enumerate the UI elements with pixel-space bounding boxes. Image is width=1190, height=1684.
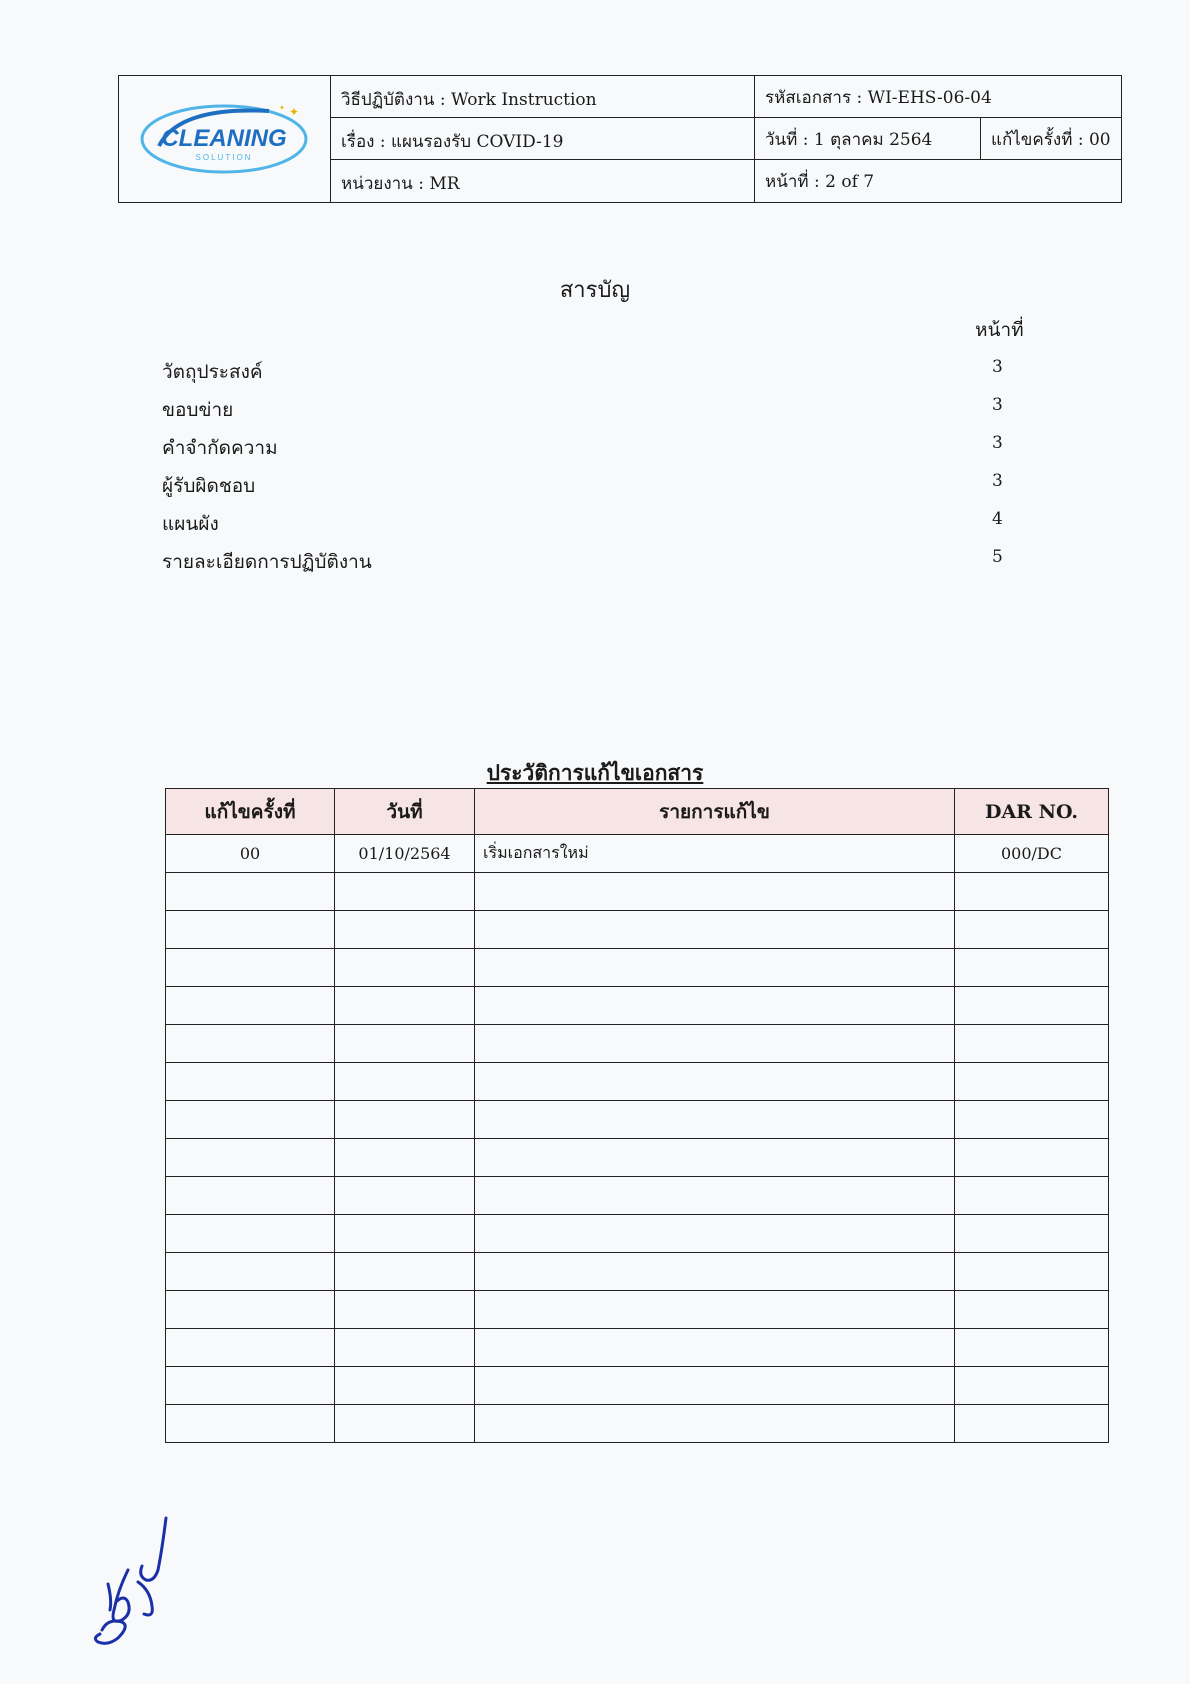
page-number: หน้าที่ : 2 of 7 [765, 172, 875, 192]
cell-date [335, 1139, 475, 1177]
table-row [166, 1329, 1109, 1367]
revision-history-title: ประวัติการแก้ไขเอกสาร [486, 761, 704, 785]
cell-date [335, 1405, 475, 1443]
cell-dar-no [955, 987, 1109, 1025]
header-row-1 [331, 76, 1121, 118]
column-header-description: รายการแก้ไข [475, 789, 955, 835]
toc-item-label: ขอบข่าย [162, 399, 234, 421]
cell-revision [166, 1291, 335, 1329]
cell-description [475, 1329, 955, 1367]
toc-title: สารบัญ [559, 278, 631, 303]
toc-item [162, 433, 1022, 467]
cell-description [475, 1215, 955, 1253]
procedure-type: วิธีปฏิบัติงาน : Work Instruction [331, 76, 755, 117]
cell-description [475, 1367, 955, 1405]
table-row [166, 1215, 1109, 1253]
cell-date [335, 1063, 475, 1101]
cell-date [335, 949, 475, 987]
cell-description: เริ่มเอกสารใหม่ [475, 835, 955, 873]
toc-item-label: คำจำกัดความ [162, 437, 278, 459]
revision-history-body [166, 835, 1109, 1443]
cell-date [335, 1291, 475, 1329]
cell-date [335, 1177, 475, 1215]
table-row [166, 873, 1109, 911]
table-row [166, 835, 1109, 873]
cell-revision [166, 1405, 335, 1443]
document-header [118, 75, 1122, 203]
column-header-dar-no: DAR NO. [955, 789, 1109, 835]
table-row [166, 1139, 1109, 1177]
table-header-row [166, 789, 1109, 835]
toc-item-page: 3 [992, 357, 1003, 377]
toc-item-label: วัตถุประสงค์ [162, 361, 263, 383]
cell-description [475, 1025, 955, 1063]
cell-dar-no [955, 1405, 1109, 1443]
cell-dar-no [955, 1329, 1109, 1367]
cell-revision [166, 1177, 335, 1215]
cell-date [335, 1101, 475, 1139]
table-row [166, 1291, 1109, 1329]
table-row [166, 1177, 1109, 1215]
cell-description [475, 1253, 955, 1291]
revision-history-table [165, 788, 1109, 1443]
cell-revision [166, 1215, 335, 1253]
cell-dar-no [955, 1063, 1109, 1101]
cell-date [335, 1329, 475, 1367]
toc-item-label: แผนผัง [162, 513, 219, 535]
handwritten-signature [88, 1510, 188, 1660]
cell-description [475, 949, 955, 987]
toc-item-label: ผู้รับผิดชอบ [162, 475, 256, 497]
cell-revision [166, 1101, 335, 1139]
header-row-3 [331, 160, 1121, 202]
cell-revision [166, 911, 335, 949]
toc-item-page: 5 [992, 547, 1003, 567]
document-subject: เรื่อง : แผนรองรับ COVID-19 [331, 118, 755, 159]
toc-item-page: 4 [992, 509, 1003, 529]
toc-item-label: รายละเอียดการปฏิบัติงาน [162, 551, 372, 573]
company-logo [119, 76, 331, 202]
cell-description [475, 1139, 955, 1177]
document-date: วันที่ : 1 ตุลาคม 2564 [755, 118, 981, 159]
cell-date [335, 1025, 475, 1063]
toc-item [162, 509, 1022, 543]
svg-text:✦: ✦ [289, 105, 300, 119]
toc-item-page: 3 [992, 471, 1003, 491]
cell-date [335, 1253, 475, 1291]
cell-revision: 00 [166, 835, 335, 873]
cell-date: 01/10/2564 [335, 835, 475, 873]
cell-dar-no [955, 1253, 1109, 1291]
svg-text:✦: ✦ [279, 104, 285, 112]
cell-dar-no [955, 1215, 1109, 1253]
cell-date [335, 873, 475, 911]
toc-item-page: 3 [992, 395, 1003, 415]
cell-description [475, 911, 955, 949]
department: หน่วยงาน : MR [331, 160, 755, 202]
cell-date [335, 987, 475, 1025]
toc-item [162, 471, 1022, 505]
table-row [166, 911, 1109, 949]
table-row [166, 1405, 1109, 1443]
cell-revision [166, 873, 335, 911]
cell-dar-no: 000/DC [955, 835, 1109, 873]
cell-dar-no [955, 1139, 1109, 1177]
table-row [166, 1025, 1109, 1063]
toc-item-page: 3 [992, 433, 1003, 453]
cell-description [475, 1405, 955, 1443]
cell-dar-no [955, 1025, 1109, 1063]
table-row [166, 949, 1109, 987]
column-header-date: วันที่ [335, 789, 475, 835]
table-row [166, 1101, 1109, 1139]
cell-dar-no [955, 911, 1109, 949]
cell-revision [166, 1139, 335, 1177]
cell-revision [166, 1253, 335, 1291]
cell-dar-no [955, 1177, 1109, 1215]
cell-description [475, 987, 955, 1025]
cleaning-solution-logo [119, 76, 329, 202]
document-code: รหัสเอกสาร : WI-EHS-06-04 [765, 88, 992, 108]
cell-description [475, 1101, 955, 1139]
svg-text:SOLUTION: SOLUTION [195, 153, 253, 162]
toc-page-header: หน้าที่ [975, 319, 1024, 341]
table-row [166, 1063, 1109, 1101]
toc-item [162, 395, 1022, 429]
cell-revision [166, 1063, 335, 1101]
cell-dar-no [955, 1367, 1109, 1405]
cell-description [475, 1291, 955, 1329]
toc-item [162, 547, 1022, 581]
toc-item [162, 357, 1022, 391]
table-row [166, 1367, 1109, 1405]
cell-description [475, 1177, 955, 1215]
cell-revision [166, 1025, 335, 1063]
cell-description [475, 1063, 955, 1101]
cell-date [335, 911, 475, 949]
column-header-revision: แก้ไขครั้งที่ [166, 789, 335, 835]
header-row-2 [331, 118, 1121, 160]
table-row [166, 987, 1109, 1025]
table-row [166, 1253, 1109, 1291]
svg-text:CLEANING: CLEANING [161, 125, 287, 152]
revision-number: แก้ไขครั้งที่ : 00 [991, 130, 1111, 150]
cell-revision [166, 1329, 335, 1367]
cell-dar-no [955, 949, 1109, 987]
cell-date [335, 1367, 475, 1405]
cell-revision [166, 1367, 335, 1405]
cell-dar-no [955, 1291, 1109, 1329]
cell-dar-no [955, 1101, 1109, 1139]
cell-revision [166, 987, 335, 1025]
cell-revision [166, 949, 335, 987]
cell-description [475, 873, 955, 911]
cell-dar-no [955, 873, 1109, 911]
cell-date [335, 1215, 475, 1253]
